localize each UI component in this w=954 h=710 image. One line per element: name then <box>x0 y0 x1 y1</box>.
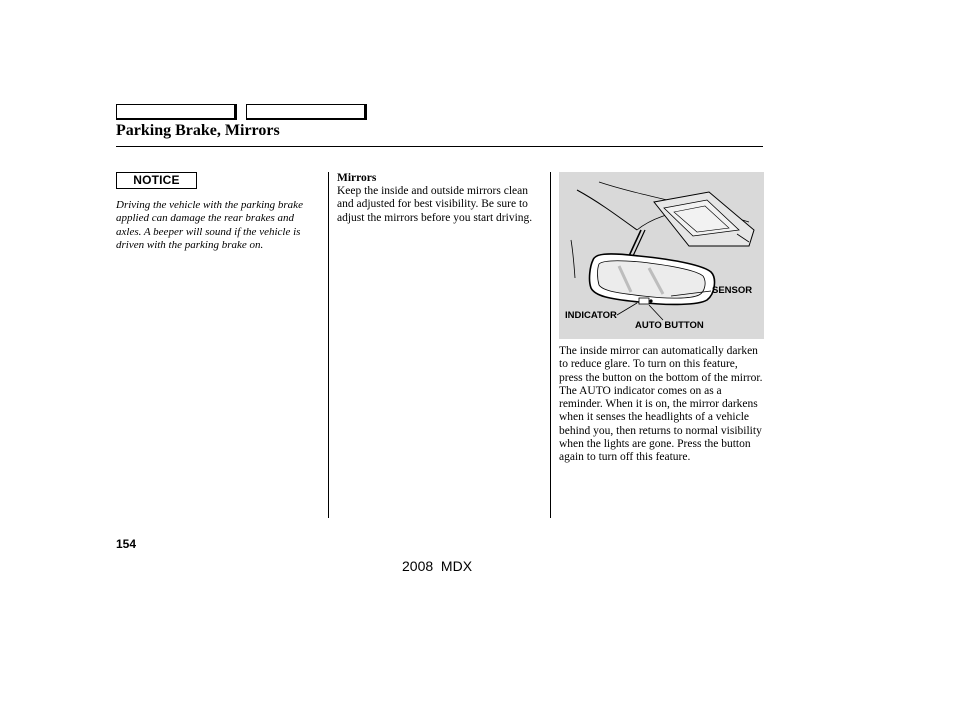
column-divider-right <box>550 172 551 518</box>
page-number: 154 <box>116 537 137 551</box>
section-tab-1[interactable] <box>116 104 237 120</box>
mirrors-body-text: Keep the inside and outside mirrors clean and adjusted for best visibility. Be sure to adjust the mirrors before you start driving. <box>337 185 533 224</box>
page-title: Parking Brake, Mirrors <box>116 122 280 139</box>
column-divider-left <box>328 172 329 518</box>
notice-badge: NOTICE <box>116 172 197 189</box>
footer-model: 2008 MDX <box>402 558 473 574</box>
auto-button-label: AUTO BUTTON <box>635 320 704 331</box>
auto-dimming-description: The inside mirror can automatically darken to reduce glare. To turn on this feature, press the button on the bottom of the mirror. The AUTO indicator comes on as a reminder. When it is on, the mirror darkens when it senses the headlights of a vehicle behind you, then returns to normal visibility when the lights are gone. Press the button again to turn off this feature. <box>559 345 763 464</box>
sensor-label: SENSOR <box>712 285 753 296</box>
title-rule <box>116 146 763 147</box>
section-tab-2[interactable] <box>246 104 367 120</box>
notice-text: Driving the vehicle with the parking brake applied can damage the rear brakes and axles. A beeper will sound if the vehicle is driven with the parking brake on. <box>116 199 303 251</box>
mirrors-heading: Mirrors <box>337 172 377 184</box>
indicator-label: INDICATOR <box>565 310 617 321</box>
rearview-mirror-illustration <box>559 172 764 339</box>
